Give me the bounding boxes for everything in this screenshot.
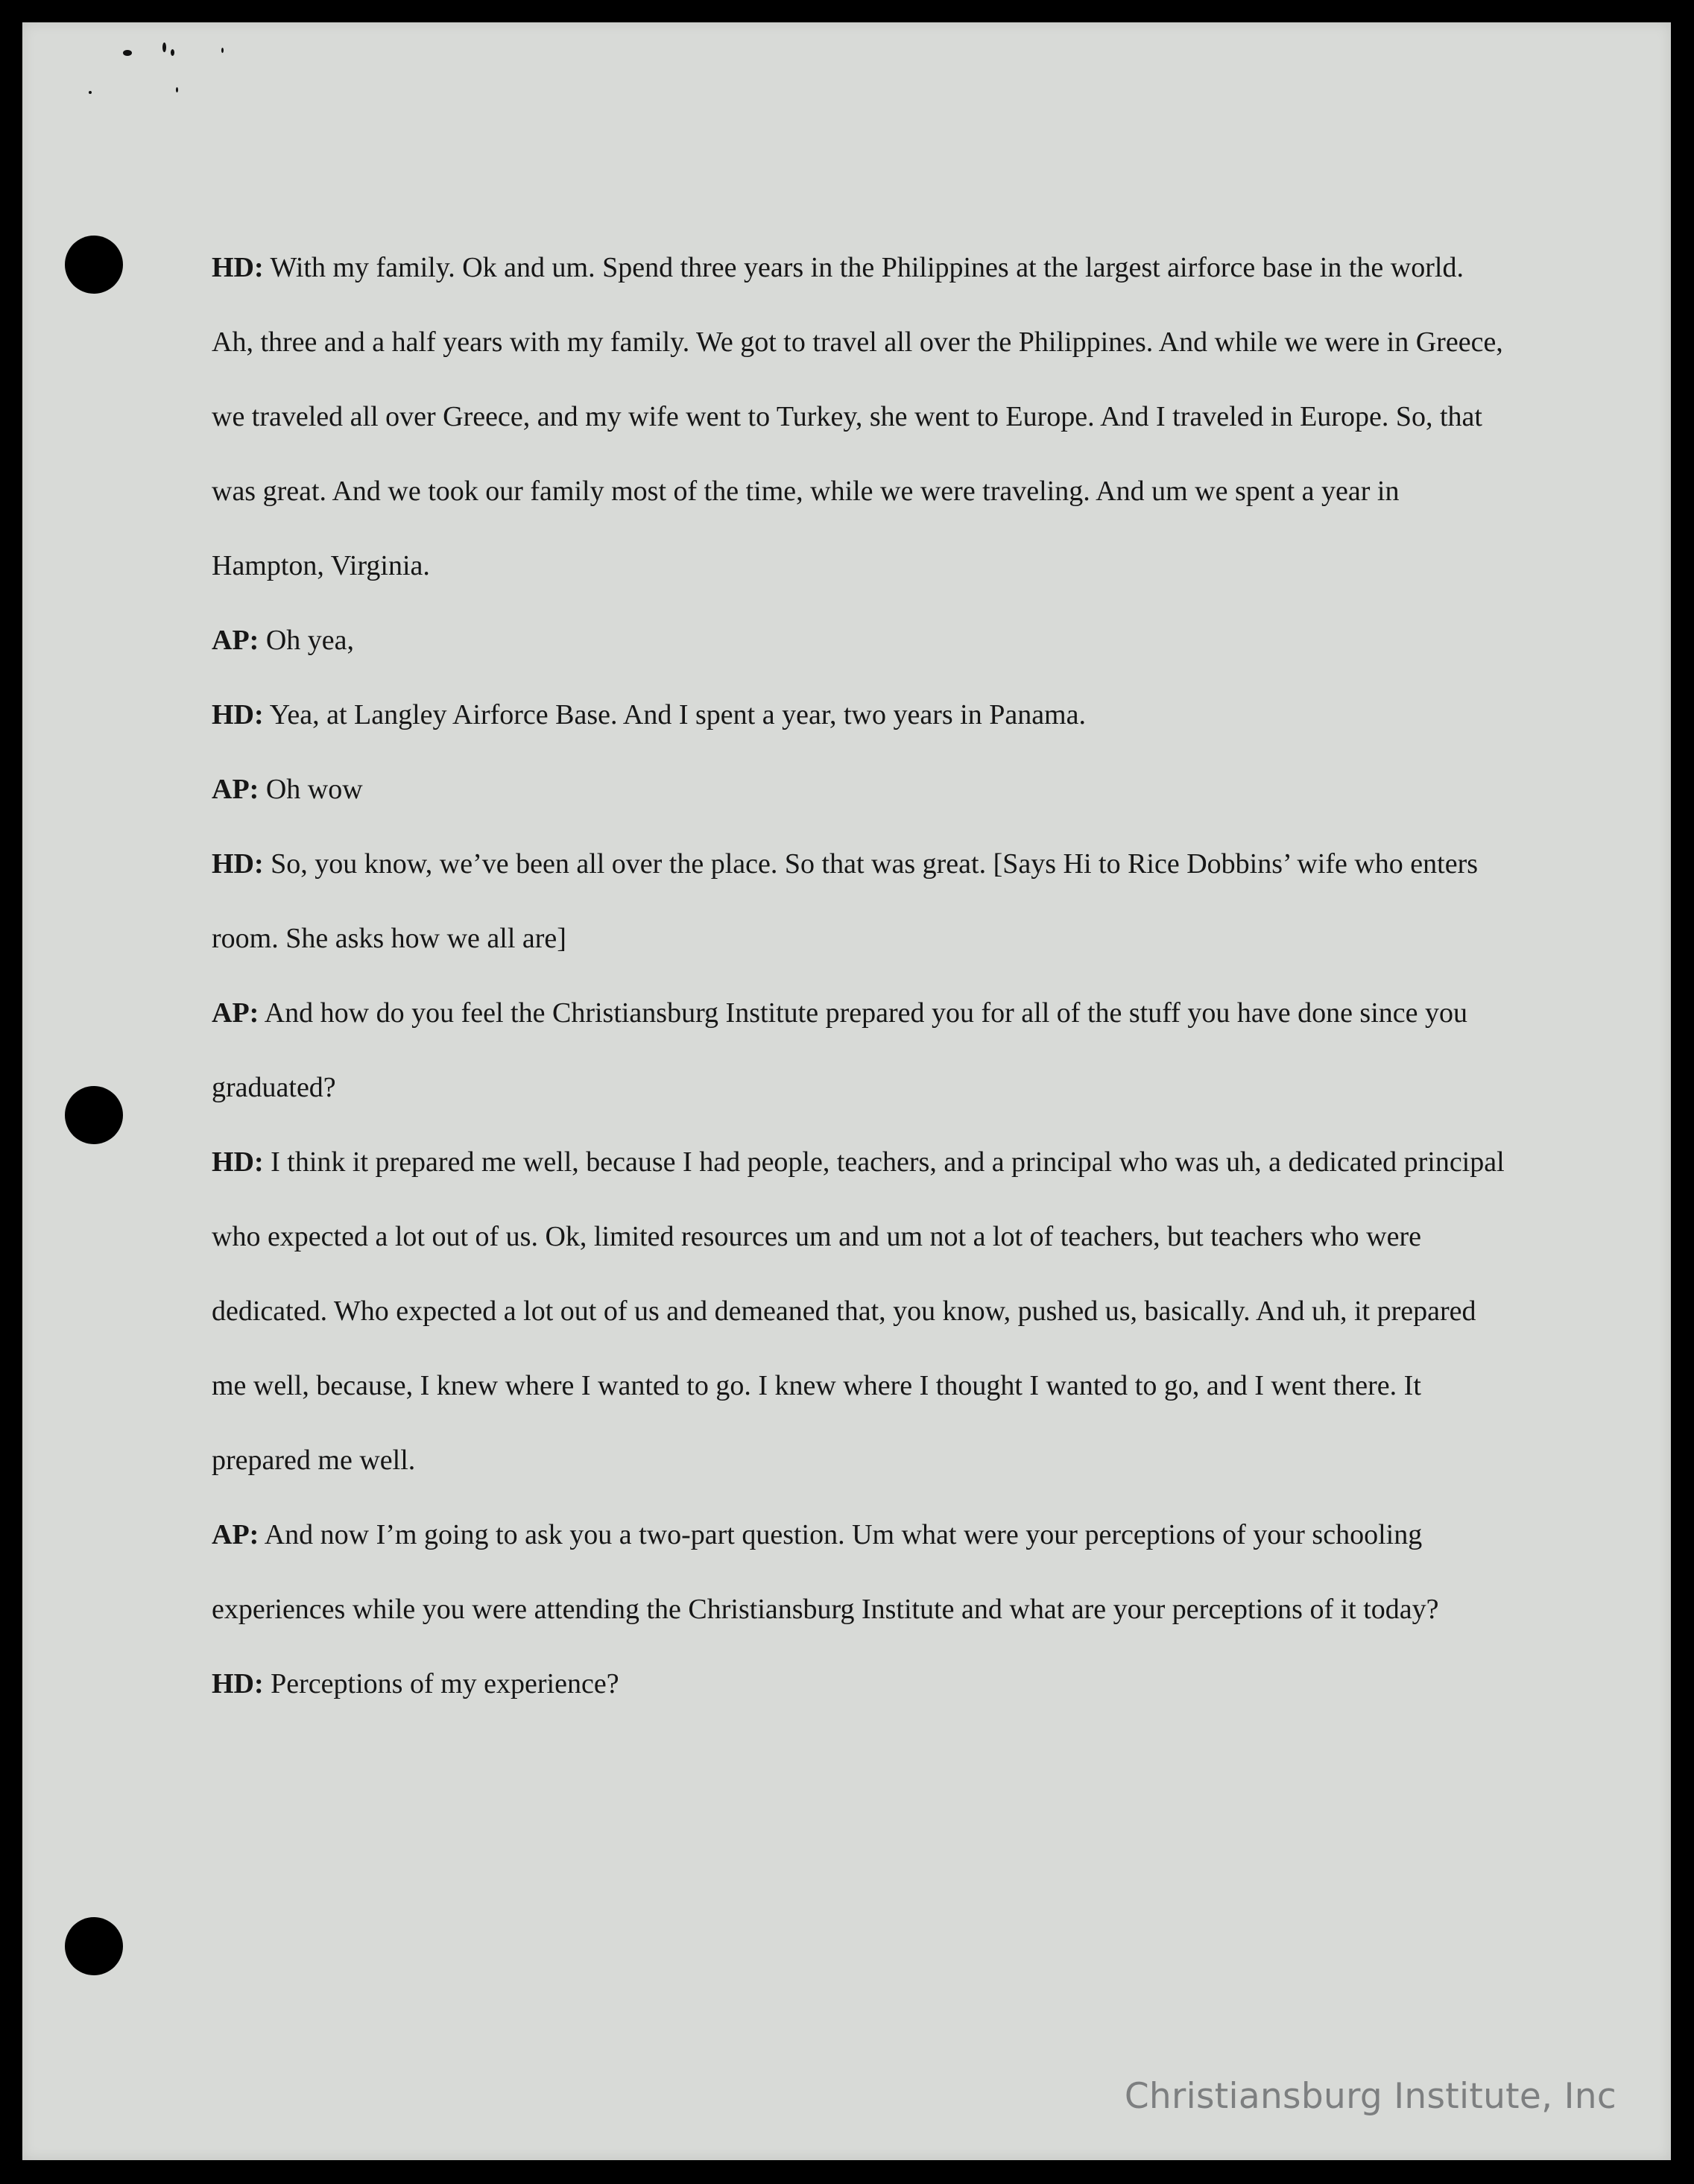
transcript <box>212 230 1508 1721</box>
paper-speck <box>162 42 166 52</box>
speaker-label: AP: <box>212 625 259 656</box>
transcript-turn <box>212 1125 1508 1497</box>
transcript-turn <box>212 1647 1508 1721</box>
speaker-label: AP: <box>212 1519 259 1550</box>
utterance-text: And how do you feel the Christiansburg Institute prepared you for all of the stuff you have done since you graduated? <box>212 997 1468 1103</box>
speaker-label: AP: <box>212 997 259 1029</box>
utterance-text: Yea, at Langley Airforce Base. And I spent a year, two years in Panama. <box>269 699 1086 730</box>
document-page <box>22 22 1671 2160</box>
transcript-turn <box>212 678 1508 752</box>
paper-speck <box>89 91 92 94</box>
speaker-label: HD: <box>212 252 264 283</box>
punch-hole-middle <box>65 1086 123 1144</box>
punch-hole-bottom <box>65 1917 123 1975</box>
punch-hole-top <box>65 236 123 294</box>
speaker-label: AP: <box>212 774 259 805</box>
utterance-text: Oh wow <box>265 774 363 805</box>
utterance-text: Perceptions of my experience? <box>271 1668 619 1699</box>
transcript-turn <box>212 827 1508 976</box>
transcript-turn <box>212 603 1508 678</box>
paper-speck <box>123 50 132 56</box>
speaker-label: HD: <box>212 699 264 730</box>
utterance-text: And now I’m going to ask you a two-part question. Um what were your perceptions of your schooling experiences while you were attending the Christiansburg Institute and what are your perceptions of it today? <box>212 1519 1439 1625</box>
paper-speck <box>171 49 174 56</box>
utterance-text: I think it prepared me well, because I had people, teachers, and a principal who was uh, a dedicated principal who expected a lot out of us. Ok, limited resources um and um not a lot of teachers, but teachers who were dedicated. Who expected a lot out of us and demeaned that, you know, pushed us, basically. And uh, it prepared me well, because, I knew where I wanted to go. I knew where I thought I wanted to go, and I went there. It prepared me well. <box>212 1146 1505 1476</box>
transcript-turn <box>212 976 1508 1125</box>
transcript-turn <box>212 1497 1508 1647</box>
paper-speck <box>221 48 224 53</box>
transcript-turn <box>212 752 1508 827</box>
speaker-label: HD: <box>212 1668 264 1699</box>
paper-speck <box>176 87 178 92</box>
transcript-turn <box>212 230 1508 603</box>
utterance-text: With my family. Ok and um. Spend three years in the Philippines at the largest airforce base in the world. Ah, three and a half years with my family. We got to travel all over the Philippines. And while we were in Greece, we traveled all over Greece, and my wife went to Turkey, she went to Europe. And I traveled in Europe. So, that was great. And we took our family most of the time, while we were traveling. And um we spent a year in Hampton, Virginia. <box>212 252 1503 581</box>
utterance-text: Oh yea, <box>265 625 354 656</box>
speaker-label: HD: <box>212 848 264 880</box>
watermark: Christiansburg Institute, Inc <box>1124 2076 1616 2117</box>
speaker-label: HD: <box>212 1146 264 1178</box>
utterance-text: So, you know, we’ve been all over the place. So that was great. [Says Hi to Rice Dobbins’ wife who enters room. She asks how we all are] <box>212 848 1479 954</box>
